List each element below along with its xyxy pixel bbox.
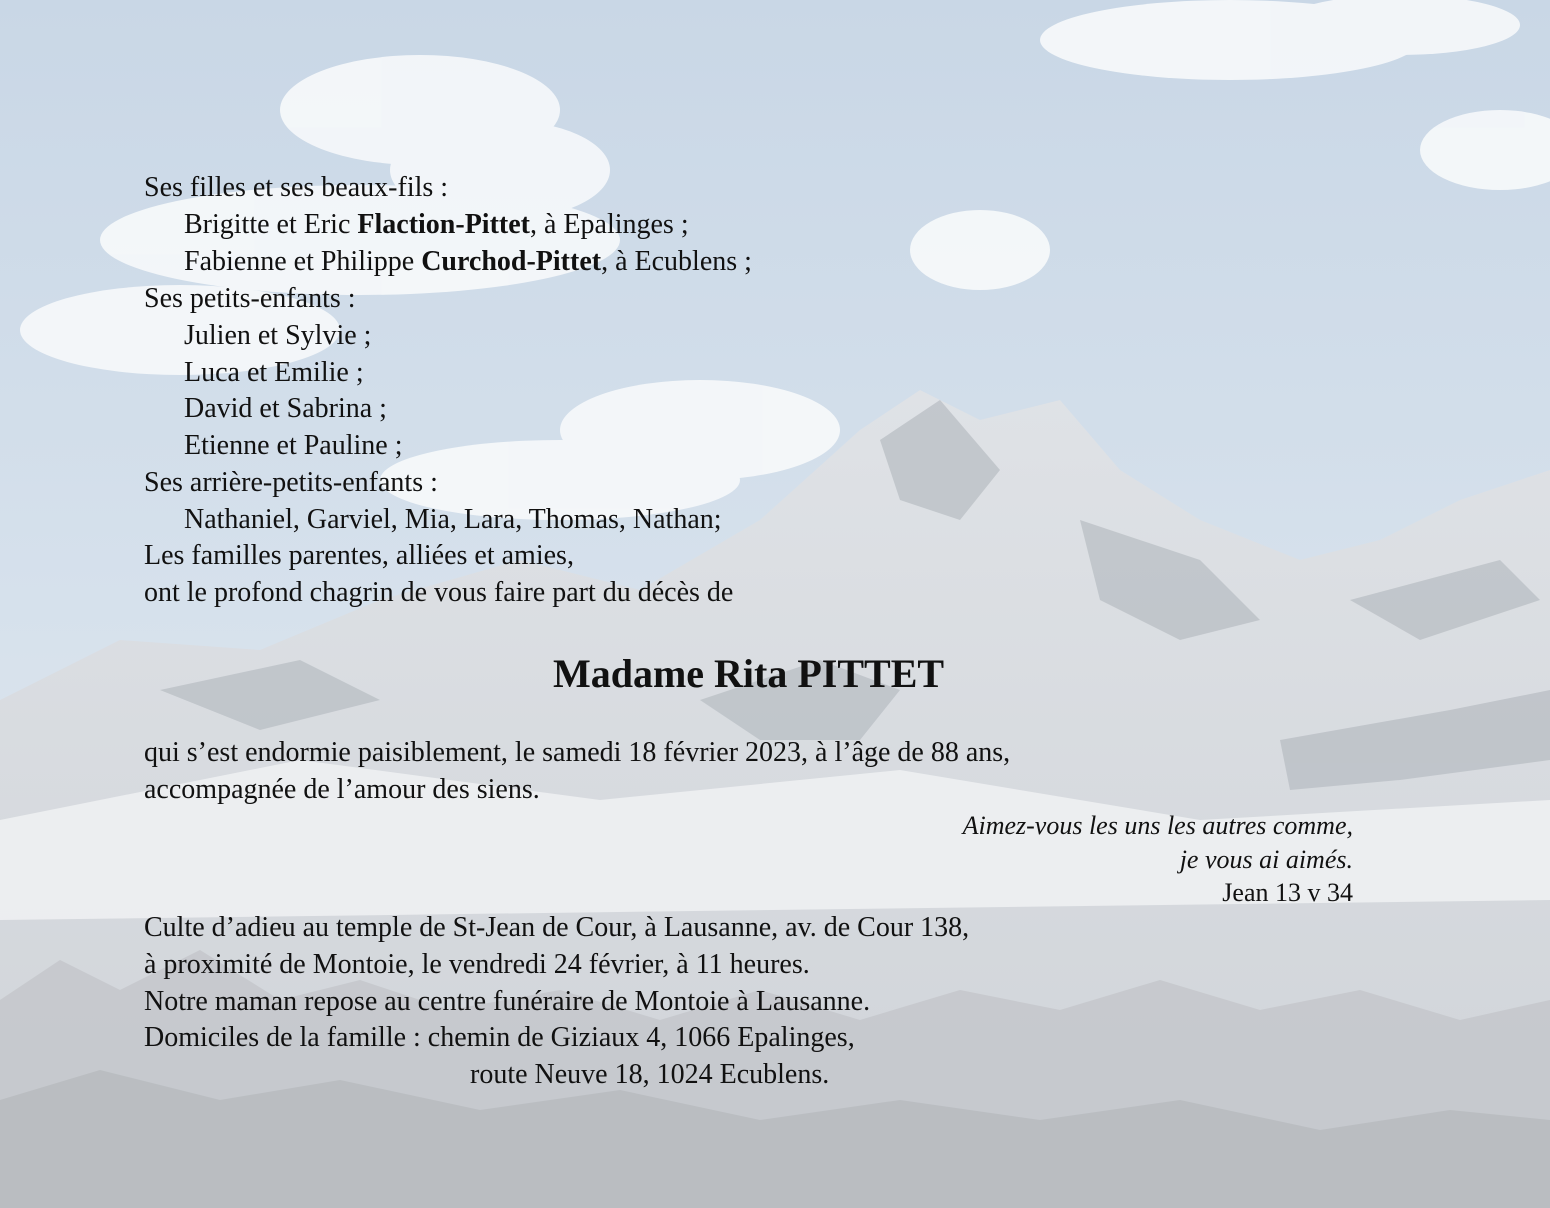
great-grandchildren-heading: Ses arrière-petits-enfants :: [144, 467, 438, 498]
grandchildren-heading: Ses petits-enfants :: [144, 283, 356, 314]
quote-line-2: je vous ai aimés.: [1179, 845, 1353, 874]
service-line-2: à proximité de Montoie, le vendredi 24 février, à 11 heures.: [144, 949, 810, 980]
service-line-1: Culte d’adieu au temple de St-Jean de Cour, à Lausanne, av. de Cour 138,: [144, 912, 970, 943]
grandchild-line: Julien et Sylvie ;: [184, 320, 372, 351]
daughters-heading: Ses filles et ses beaux-fils :: [144, 172, 449, 203]
announcement-line: ont le profond chagrin de vous faire part du décès de: [144, 577, 734, 608]
quote-reference: Jean 13 v 34: [1222, 878, 1353, 907]
service-line-5: route Neuve 18, 1024 Ecublens.: [470, 1059, 830, 1090]
daughter-2-line: Fabienne et Philippe Curchod-Pittet, à Ecublens ;: [184, 246, 752, 277]
grandchild-line: Luca et Emilie ;: [184, 357, 364, 388]
death-line-2: accompagnée de l’amour des siens.: [144, 774, 540, 805]
service-line-4: Domiciles de la famille : chemin de Giziaux 4, 1066 Epalinges,: [144, 1022, 855, 1053]
relatives-line: Les familles parentes, alliées et amies,: [144, 540, 574, 571]
quote-line-1: Aimez-vous les uns les autres comme,: [962, 811, 1353, 840]
grandchild-line: David et Sabrina ;: [184, 393, 387, 424]
daughter-1-surname: Flaction-Pittet: [357, 209, 530, 240]
service-line-3: Notre maman repose au centre funéraire de Montoie à Lausanne.: [144, 986, 871, 1017]
death-line-1: qui s’est endormie paisiblement, le samedi 18 février 2023, à l’âge de 88 ans,: [144, 737, 1011, 768]
grandchild-line: Etienne et Pauline ;: [184, 430, 403, 461]
daughter-2-surname: Curchod-Pittet: [421, 246, 602, 277]
deceased-name-title: Madame Rita PITTET: [552, 651, 945, 696]
great-grandchildren-list: Nathaniel, Garviel, Mia, Lara, Thomas, Nathan;: [184, 504, 722, 535]
daughter-1-line: Brigitte et Eric Flaction-Pittet, à Epalinges ;: [184, 209, 689, 240]
